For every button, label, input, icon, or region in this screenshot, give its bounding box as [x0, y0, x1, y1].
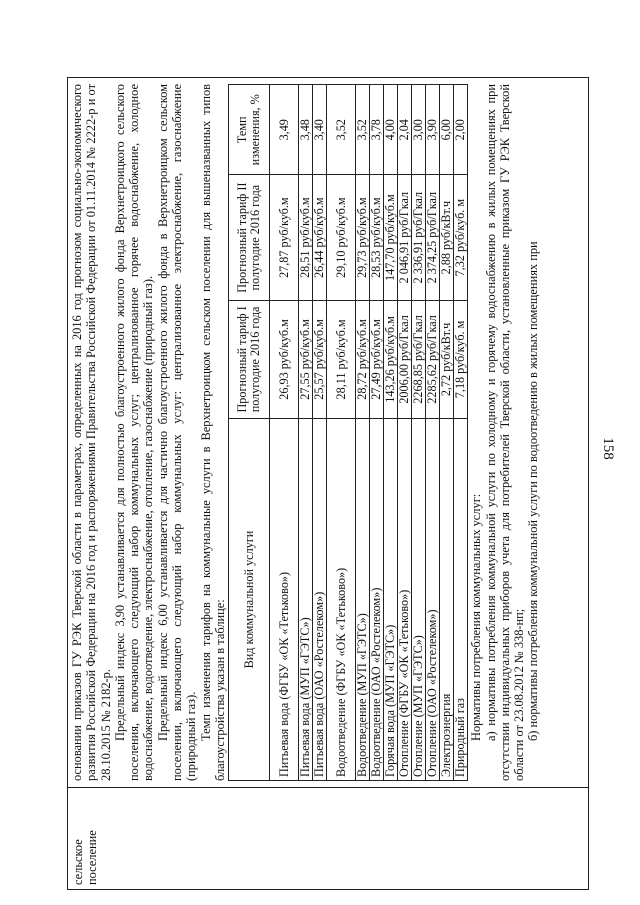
intro-paragraph: основании приказов ГУ РЭК Тверской области в параметрах, определенных на 2016 год прогнозом социально-экономического развития Российской Федерации на 2016 год и распоряжениями Правительства Российской Федерации от 01.11.2014 № 2222-р и от 28.10.2015 № 2182-р. — [70, 84, 113, 781]
cell-tariff-h2: 147,70 руб/куб.м — [384, 175, 398, 300]
cell-rate: 3,52 — [327, 85, 356, 176]
cell-tariff-h1: 28,72 руб/куб.м — [356, 300, 370, 418]
table-row — [270, 85, 299, 781]
cell-rate: 3,49 — [270, 85, 299, 176]
cell-tariff-h1: 27,49 руб/куб.м — [370, 300, 384, 418]
table-row — [370, 85, 384, 781]
header-rate: Темп изменения, % — [229, 85, 270, 176]
cell-tariff-h2: 29,10 руб/куб.м — [327, 175, 356, 300]
partial-index-paragraph: Предельный индекс 6,00 устанавливается для частично благоустроенного жилого фонда в Верхнетроицком сельском поселении, включающего следующий набор коммунальных услуг: централизованное электроснабжение, газоснабжение (природный газ). — [155, 84, 199, 781]
cell-tariff-h1: 2268,85 руб/Гкал — [412, 300, 426, 418]
cell-rate: 3,78 — [370, 85, 384, 176]
cell-service: Питьевая вода (ОАО «Ростелеком») — [313, 419, 327, 781]
cell-tariff-h1: 2285,62 руб/Гкал — [426, 300, 440, 418]
norms-title: Нормативы потребления коммунальных услуг: — [469, 493, 484, 741]
municipality-column — [68, 787, 588, 889]
cell-service: Электроэнергия — [440, 419, 454, 781]
table-row — [384, 85, 398, 781]
cell-service: Отопление (ОАО «Ростелеком») — [426, 419, 440, 781]
cell-rate: 6,00 — [440, 85, 454, 176]
municipality-label: сельское поселение — [71, 830, 100, 885]
cell-rate: 3,48 — [299, 85, 313, 176]
table-row — [398, 85, 412, 781]
cell-tariff-h2: 26,44 руб/куб.м — [313, 175, 327, 300]
table-body — [270, 85, 468, 781]
table-row — [313, 85, 327, 781]
document-frame — [67, 77, 589, 890]
cell-tariff-h2: 2 336,91 руб/Гкал — [412, 175, 426, 300]
table-header-row — [229, 85, 270, 781]
cell-tariff-h1: 2006,00 руб/Гкал — [398, 300, 412, 418]
cell-tariff-h2: 2 046,91 руб/Гкал — [398, 175, 412, 300]
tariff-table — [228, 84, 468, 781]
cell-service: Водоотведение (ОАО «Ростелеком») — [370, 419, 384, 781]
cell-service: Отопление (ФГБУ «ОК «Тетьково») — [398, 419, 412, 781]
cell-service: Питьевая вода (ФГБУ «ОК «Тетьково») — [270, 419, 299, 781]
cell-tariff-h1: 28,11 руб/куб.м — [327, 300, 356, 418]
cell-service: Питьевая вода (МУП «ГЭТС») — [299, 419, 313, 781]
cell-service: Горячая вода (МУП «ГЭТС») — [384, 419, 398, 781]
full-index-paragraph: Предельный индекс 3,90 устанавливается для полностью благоустроенного жилого фонда Верхнетроицкого сельского поселения, включающего следующий набор коммунальных услуг; централизованное горячее водоснабжение, холодное водоснабжение, водоотведение, электроснабжение, отопление, газоснабжение (природный газ). — [112, 84, 156, 781]
header-tariff-h1: Прогнозный тариф I полугодие 2016 года — [229, 300, 270, 418]
header-service: Вид коммунальной услуги — [229, 419, 270, 781]
norm-b-paragraph: б) нормативы потребления коммунальной услуги по водоотведению в жилых помещениях при — [526, 241, 541, 741]
cell-service: Водоотведение (ФГБУ «ОК «Тетьково») — [327, 419, 356, 781]
norm-a-paragraph: а) нормативы потребления коммунальной услуги по холодному и горячему водоснабжению в жилых помещениях при отсутствии индивидуальных приборов учета для потребителей Тверской области, установленные приказом ГУ РЭК Тверской области от 23.08.2012 № 338-нп; — [483, 84, 527, 781]
cell-rate: 2,00 — [454, 85, 468, 176]
table-row — [412, 85, 426, 781]
table-row — [440, 85, 454, 781]
table-row — [356, 85, 370, 781]
cell-tariff-h2: 28,51 руб/куб.м — [299, 175, 313, 300]
cell-tariff-h2: 7,32 руб/куб. м — [454, 175, 468, 300]
cell-tariff-h1: 26,93 руб/куб.м — [270, 300, 299, 418]
header-tariff-h2: Прогнозный тариф II полугодие 2016 года — [229, 175, 270, 300]
table-row — [426, 85, 440, 781]
cell-tariff-h1: 27,55 руб/куб.м — [299, 300, 313, 418]
cell-tariff-h2: 28,53 руб/куб.м — [370, 175, 384, 300]
cell-rate: 3,90 — [426, 85, 440, 176]
cell-rate: 2,04 — [398, 85, 412, 176]
cell-tariff-h2: 27,87 руб/куб.м — [270, 175, 299, 300]
cell-tariff-h1: 25,57 руб/куб.м — [313, 300, 327, 418]
cell-service: Отопление (МУП «ГЭТС») — [412, 419, 426, 781]
table-row — [327, 85, 356, 781]
cell-rate: 4,00 — [384, 85, 398, 176]
cell-tariff-h1: 2,72 руб/кВт.ч — [440, 300, 454, 418]
cell-rate: 3,00 — [412, 85, 426, 176]
cell-tariff-h2: 2 374,25 руб/Гкал — [426, 175, 440, 300]
cell-rate: 3,52 — [356, 85, 370, 176]
cell-tariff-h1: 7,18 руб/куб. м — [454, 300, 468, 418]
table-intro-paragraph: Темп изменения тарифов на коммунальные услуги в Верхнетроицком сельском поселении для вышеназванных типов благоустройства указан в таблице: — [198, 84, 227, 781]
page-number: 158 — [599, 437, 616, 460]
table-row — [454, 85, 468, 781]
cell-tariff-h2: 29,73 руб/куб.м — [356, 175, 370, 300]
rotated-page-content — [67, 77, 589, 890]
description-column — [68, 78, 588, 787]
cell-service: Природный газ — [454, 419, 468, 781]
cell-service: Водоотведение (МУП «ГЭТС») — [356, 419, 370, 781]
cell-tariff-h1: 143,26 руб/куб.м — [384, 300, 398, 418]
table-row — [299, 85, 313, 781]
cell-tariff-h2: 2,88 руб/кВт.ч — [440, 175, 454, 300]
cell-rate: 3,40 — [313, 85, 327, 176]
